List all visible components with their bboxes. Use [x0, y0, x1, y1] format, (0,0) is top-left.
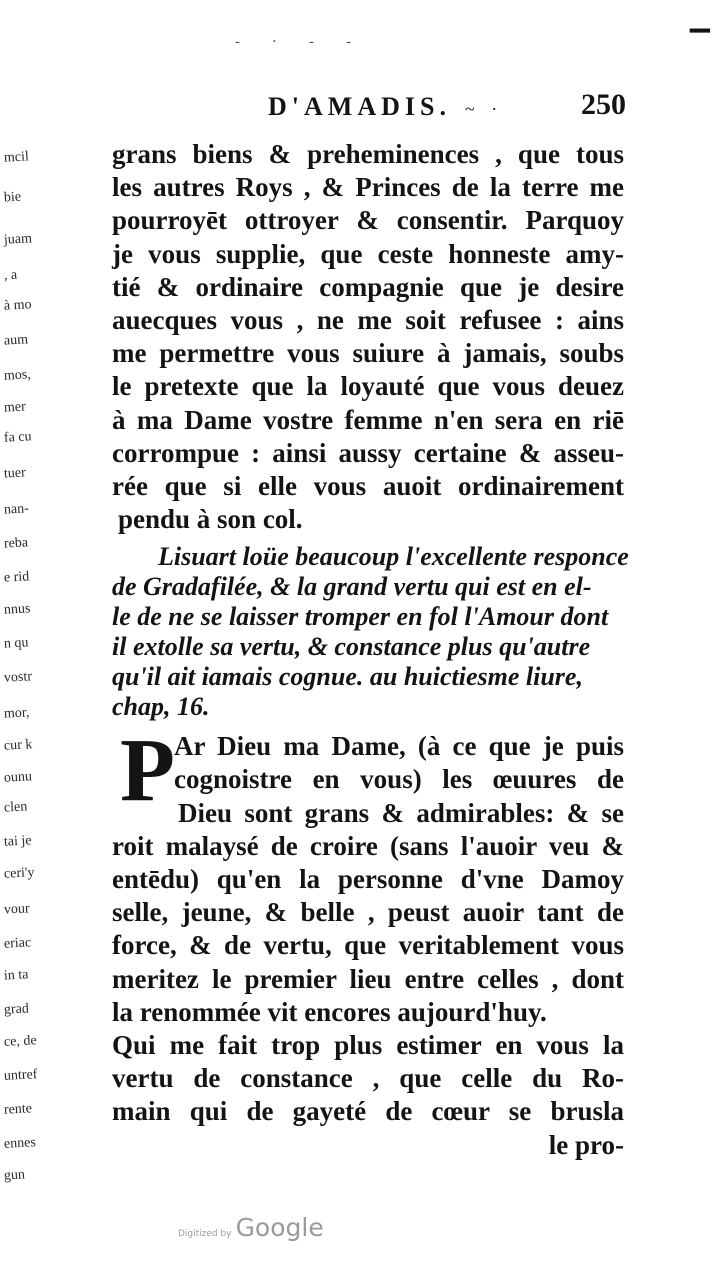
chapter-summary-line: chap, 16. — [112, 692, 210, 722]
drop-cap: P — [120, 721, 175, 821]
text-line: rée que si elle vous auoit ordinairement — [112, 470, 624, 501]
gutter-fragment: rente — [3, 1101, 33, 1118]
gutter-fragment: nan- — [3, 501, 30, 518]
gutter-fragment: ennes — [3, 1135, 37, 1152]
gutter-fragment: e rid — [3, 569, 30, 586]
gutter-fragment: , a — [3, 267, 18, 284]
text-line: pendu à son col. — [118, 504, 303, 535]
text-line: corrompue : ainsi aussy certaine & asseu- — [112, 437, 624, 468]
running-title: D'AMADIS. — [268, 92, 451, 121]
drop-cap-paragraph — [112, 721, 624, 830]
text-line: le pretexte que la loyauté que vous deuez — [112, 371, 624, 402]
text-line: Ar Dieu ma Dame, (à ce que je puis — [174, 731, 624, 762]
gutter-fragment: eriac — [3, 935, 32, 952]
corner-mark: ▔ — [690, 30, 710, 60]
chapter-summary-line: Lisuart loüe beaucoup l'excellente responce — [158, 542, 629, 572]
text-line: force, & de vertu, que veritablement vous — [112, 930, 624, 961]
text-line: Qui me fait trop plus estimer en vous la — [112, 1029, 624, 1060]
gutter-fragment: gun — [3, 1167, 26, 1184]
chapter-summary-line: il extolle sa vertu, & constance plus qu'autre — [112, 632, 591, 662]
gutter-fragment: fa cu — [3, 429, 32, 446]
text-line: grans biens & preheminences , que tous — [112, 139, 624, 169]
gutter-fragment: clen — [3, 799, 28, 816]
gutter-fragment: n qu — [3, 635, 29, 652]
gutter-fragment: vostr — [3, 669, 33, 686]
text-line: la renommée vit encores aujourd'huy. — [112, 996, 547, 1027]
text-line: main qui de gayeté de cœur se brusla — [112, 1096, 624, 1127]
chapter-summary-line: qu'il ait iamais cognue. au huictiesme liure, — [112, 662, 583, 692]
gutter-fragment: tuer — [3, 465, 27, 482]
gutter-fragment: mcil — [3, 149, 30, 166]
gutter-fragment: grad — [3, 1001, 30, 1018]
page-body — [112, 138, 629, 1162]
top-speckle-marks: - · - - — [235, 34, 365, 50]
gutter-fragment: bie — [3, 189, 22, 206]
page-number: 250 — [581, 88, 626, 121]
gutter-fragment: ceri'y — [3, 865, 35, 882]
gutter-fragment: vour — [3, 901, 31, 918]
digitized-label: Digitized by — [178, 1229, 232, 1239]
text-line: me permettre vous suiure à jamais, soubs — [112, 338, 624, 369]
page-header — [268, 88, 626, 122]
text-line: roit malaysé de croire (sans l'auoir veu & — [112, 830, 624, 861]
gutter-fragment: nnus — [3, 601, 31, 618]
gutter-fragment: tai je — [3, 833, 32, 850]
text-line: pourroyēt ottroyer & consentir. Parquoy — [112, 205, 624, 236]
gutter-fragment: reba — [3, 535, 29, 552]
header-stray-marks: ~ · — [464, 99, 504, 119]
gutter-fragment: juam — [3, 231, 33, 248]
text-line: vertu de constance , que celle du Ro- — [112, 1063, 624, 1094]
text-line: auecques vous , ne me soit refusee : ains — [112, 304, 624, 335]
text-line: cognoistre en vous) les œuures de — [174, 764, 624, 795]
google-logo: Google — [235, 1213, 324, 1242]
chapter-summary-line: de Gradafilée, & la grand vertu qui est en el- — [112, 572, 592, 602]
gutter-fragment: in ta — [3, 967, 29, 984]
digitization-watermark — [178, 1213, 324, 1242]
text-line: tié & ordinaire compagnie que je desire — [112, 271, 624, 302]
gutter-fragment: cur k — [3, 737, 33, 754]
gutter-fragment: mor, — [3, 705, 30, 722]
text-line: meritez le premier lieu entre celles , dont — [112, 963, 624, 994]
text-line: selle, jeune, & belle , peust auoir tant de — [112, 897, 624, 928]
text-line: je vous supplie, que ceste honneste amy- — [112, 238, 624, 269]
text-line: Dieu sont grans & admirables: & se — [178, 797, 624, 828]
gutter-fragment: à mo — [3, 297, 32, 314]
gutter-fragment: untref — [3, 1067, 38, 1084]
gutter-fragment: ounu — [3, 769, 33, 786]
text-line: entēdu) qu'en la personne d'vne Damoy — [112, 864, 624, 894]
gutter-fragment: mer — [3, 399, 27, 416]
gutter-fragment: mos, — [3, 367, 32, 384]
chapter-summary-line: le de ne se laisser tromper en fol l'Amour dont — [112, 602, 609, 632]
gutter-fragment: ce, de — [3, 1033, 38, 1050]
text-line: à ma Dame vostre femme n'en sera en riē — [112, 404, 624, 435]
text-line: les autres Roys , & Princes de la terre me — [112, 172, 624, 203]
gutter-fragment: aum — [3, 332, 29, 349]
catchword: le pro- — [548, 1129, 624, 1160]
